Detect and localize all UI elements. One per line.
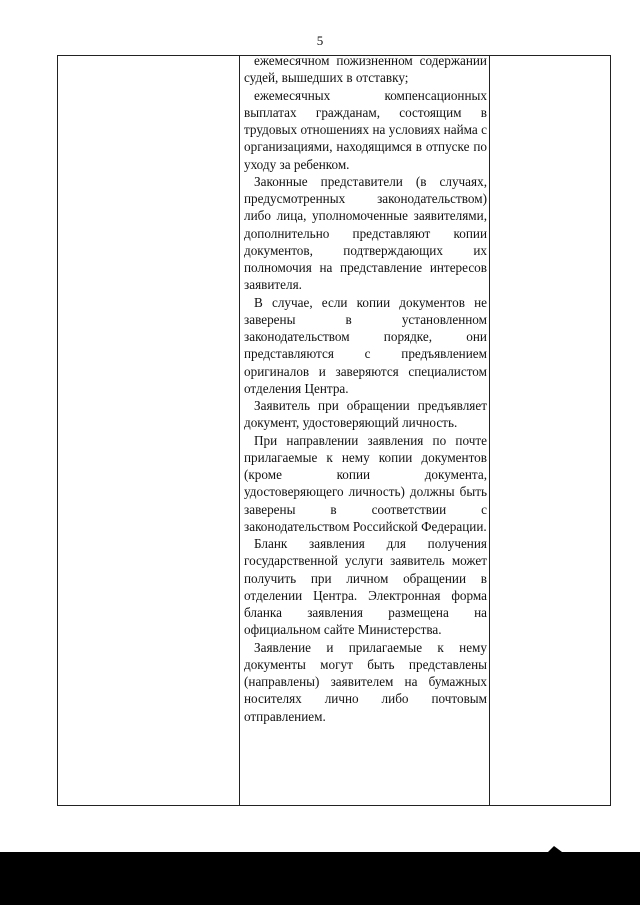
paragraph-submission-methods: Заявление и прилагаемые к нему документы могут быть представлены (направлены) заявителем на бумажных носителях лично либо почтовым отправлением.	[244, 639, 487, 724]
column-divider-left	[239, 56, 240, 805]
column-divider-right	[489, 56, 490, 805]
paragraph-identity-document: Заявитель при обращении предъявляет документ, удостоверяющий личность.	[244, 398, 487, 431]
paragraph-legal-representatives: Законные представители (в случаях, предусмотренных законодательством) либо лица, уполномоченные заявителями, дополнительно представляют копии документов, подтверждающих их полномочия на представление интересов заявителя.	[244, 173, 487, 293]
paragraph-application-form: Бланк заявления для получения государственной услуги заявитель может получить при личном обращении в отделении Центра. Электронная форма бланка заявления размещена на официальном сайте Министерства.	[244, 536, 487, 638]
page-number: 5	[316, 33, 324, 48]
scan-bottom-border	[0, 852, 640, 905]
paragraph-compensation-payments: ежемесячных компенсационных выплатах гражданам, состоящим в трудовых отношениях на условиях найма с организациями, находящимся в отпуске по уходу за ребенком.	[244, 87, 487, 172]
scan-corner-mark	[548, 846, 562, 852]
paragraph-mail-submission: При направлении заявления по почте прилагаемые к нему копии документов (кроме копии документа, удостоверяющего личность) должны быть заверены в соответствии с законодательством Российской Федерации.	[244, 432, 487, 534]
table-cell-middle	[244, 52, 487, 725]
paragraph-judges-allowance: ежемесячном пожизненном содержании судей, вышедших в отставку;	[244, 53, 487, 86]
paragraph-certified-copies: В случае, если копии документов не заверены в установленном законодательством порядке, они представляются с предъявлением оригиналов и заверяются специалистом отделения Центра.	[244, 294, 487, 396]
document-table	[57, 55, 611, 806]
